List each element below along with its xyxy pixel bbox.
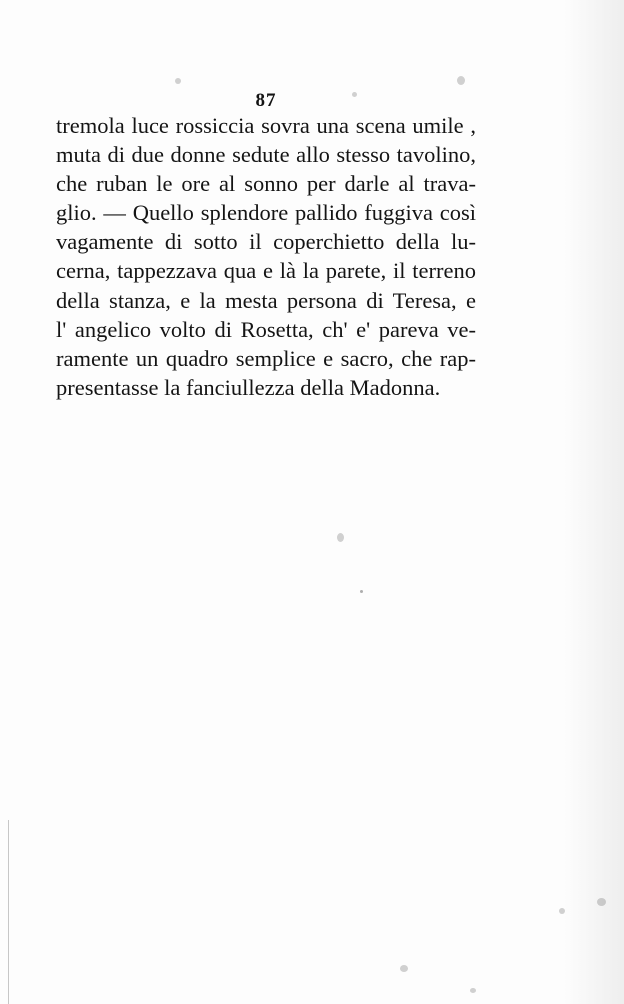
- print-speck: [457, 76, 465, 85]
- text-line: cerna, tappezzava qua e là la parete, il terreno: [56, 258, 476, 284]
- print-speck: [360, 590, 363, 593]
- text-line: l' angelico volto di Rosetta, ch' e' pareva ve-: [56, 316, 476, 342]
- page-number: 87: [255, 90, 277, 111]
- page-edge-shadow: [564, 0, 624, 1004]
- text-line: tremola luce rossiccia sovra una scena umile ,: [56, 113, 476, 138]
- print-speck: [400, 965, 408, 972]
- body-text: [56, 111, 476, 402]
- text-line: presentasse la fanciullezza della Madonna.: [56, 374, 441, 400]
- text-line: glio. — Quello splendore pallido fuggiva così: [56, 200, 476, 226]
- text-line: vagamente di sotto il coperchietto della lu-: [56, 229, 476, 255]
- text-line: muta di due donne sedute allo stesso tavolino,: [56, 142, 476, 168]
- print-speck: [559, 908, 565, 914]
- page-gutter-mark: [8, 820, 9, 1004]
- print-speck: [337, 533, 344, 542]
- text-line: che ruban le ore al sonno per darle al trava-: [56, 171, 476, 197]
- print-speck: [470, 988, 476, 993]
- print-speck: [597, 898, 606, 906]
- text-line: della stanza, e la mesta persona di Teresa, e: [56, 287, 476, 313]
- text-line: ramente un quadro semplice e sacro, che rap-: [56, 345, 476, 371]
- print-speck: [175, 78, 181, 84]
